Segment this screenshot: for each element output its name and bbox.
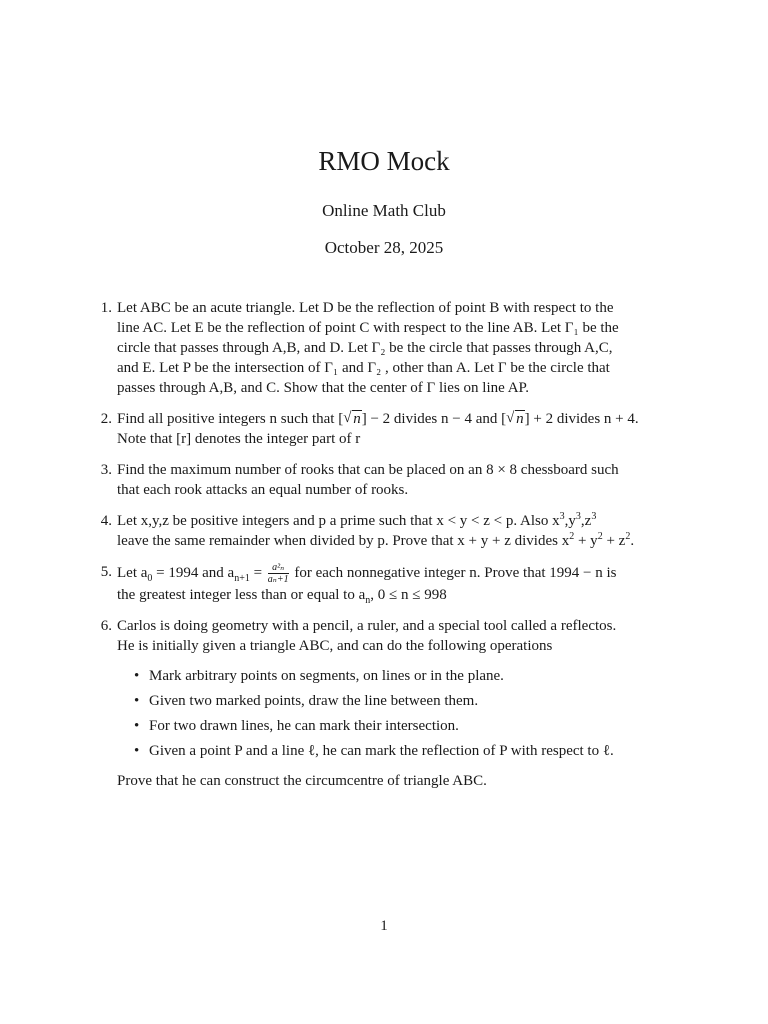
- square-root: [506, 409, 525, 429]
- fraction-numerator: a²ₙ: [268, 562, 289, 574]
- problem-list: [100, 298, 679, 802]
- problem-5: [100, 562, 679, 606]
- text-run: Find all positive integers n such that [: [117, 411, 344, 427]
- problem-number: 4.: [100, 513, 112, 529]
- subscript: n: [365, 595, 371, 606]
- exponent: 2: [625, 531, 631, 542]
- problem-line: that each rook attacks an equal number of rooks.: [117, 482, 409, 498]
- problem-line: Find the maximum number of rooks that can be placed on an 8 × 8 chessboard such: [117, 462, 619, 478]
- problem-line: circle that passes through A,B, and D. Let Γ₂ be the circle that passes through A,C,: [117, 340, 613, 356]
- text-run: ] + 2 divides n + 4.: [524, 411, 639, 427]
- problem-line: [117, 511, 679, 531]
- text-run: Let a: [117, 564, 148, 581]
- problem-3: [100, 460, 679, 500]
- fraction: [268, 562, 289, 585]
- problem-1: [100, 298, 679, 398]
- text-run: Let x,y,z be positive integers and p a prime such that x < y < z < p. Also x: [117, 513, 560, 529]
- problem-line: and E. Let P be the intersection of Γ₁ and Γ₂ , other than A. Let Γ be the circle that: [117, 360, 610, 376]
- text-run: for each nonnegative integer n. Prove that 1994 − n is: [290, 564, 617, 581]
- exponent: 3: [575, 511, 581, 522]
- problem-line: Note that [r] denotes the integer part of r: [117, 431, 361, 447]
- problem-number: 6.: [100, 618, 112, 634]
- operation-item: • Given two marked points, draw the line between them.: [149, 691, 679, 711]
- problem-text: [117, 511, 679, 551]
- problem-line: line AC. Let E be the reflection of point C with respect to the line AB. Let Γ₁ be the: [117, 320, 619, 336]
- exponent: 3: [559, 511, 565, 522]
- text-run: = 1994 and a: [152, 564, 235, 581]
- document-author: Online Math Club: [322, 201, 446, 220]
- text-run: .: [630, 533, 635, 549]
- square-root: [343, 409, 362, 429]
- problem-line: [117, 562, 679, 585]
- problem-line: Let ABC be an acute triangle. Let D be the reflection of point B with respect to the: [117, 300, 614, 316]
- operation-item: • Given a point P and a line ℓ, he can mark the reflection of P with respect to ℓ.: [149, 741, 679, 761]
- exponent: 2: [597, 531, 603, 542]
- operations-list: [117, 666, 679, 761]
- problem-line: passes through A,B, and C. Show that the center of Γ lies on line AP.: [117, 380, 529, 396]
- operation-item: • For two drawn lines, he can mark their intersection.: [149, 716, 679, 736]
- subscript: 0: [147, 572, 153, 584]
- problem-2: [100, 409, 679, 449]
- problem-6: [100, 616, 679, 791]
- problem-number: 1.: [100, 300, 112, 316]
- text-run: ,y: [564, 513, 576, 529]
- operation-item: • Mark arbitrary points on segments, on lines or in the plane.: [149, 666, 679, 686]
- problem-text: [117, 562, 679, 605]
- problem-line: [117, 531, 679, 551]
- text-run: =: [249, 564, 266, 581]
- fraction-denominator: aₙ+1: [267, 574, 289, 585]
- subscript: n+1: [234, 572, 250, 584]
- problem-text: [117, 616, 679, 791]
- problem-closing: Prove that he can construct the circumcentre of triangle ABC.: [117, 773, 487, 789]
- problem-text: [117, 298, 679, 398]
- problem-number: 2.: [100, 411, 112, 427]
- problem-4: [100, 511, 679, 551]
- problem-text: [117, 409, 679, 449]
- text-run: + y: [574, 533, 598, 549]
- document-date: October 28, 2025: [324, 238, 444, 257]
- radicand: n: [353, 411, 361, 427]
- text-run: + z: [602, 533, 626, 549]
- problem-text: [117, 460, 679, 500]
- problem-line: [117, 409, 679, 429]
- text-run: leave the same remainder when divided by p. Prove that x + y + z divides x: [117, 533, 570, 549]
- problem-line: [117, 585, 679, 605]
- text-run: , 0 ≤ n ≤ 998: [370, 587, 447, 603]
- page-number: 1: [380, 918, 388, 934]
- exponent: 2: [569, 531, 575, 542]
- problem-number: 5.: [100, 564, 112, 580]
- exponent: 3: [591, 511, 597, 522]
- problem-line: Carlos is doing geometry with a pencil, a ruler, and a special tool called a reflectos.: [117, 618, 617, 634]
- document-title: RMO Mock: [318, 146, 450, 176]
- text-run: ] − 2 divides n − 4 and [: [361, 411, 507, 427]
- radicand: n: [516, 411, 524, 427]
- text-run: ,z: [580, 513, 592, 529]
- text-run: the greatest integer less than or equal to a: [117, 587, 366, 603]
- problem-number: 3.: [100, 462, 112, 478]
- problem-line: He is initially given a triangle ABC, and can do the following operations: [117, 638, 553, 654]
